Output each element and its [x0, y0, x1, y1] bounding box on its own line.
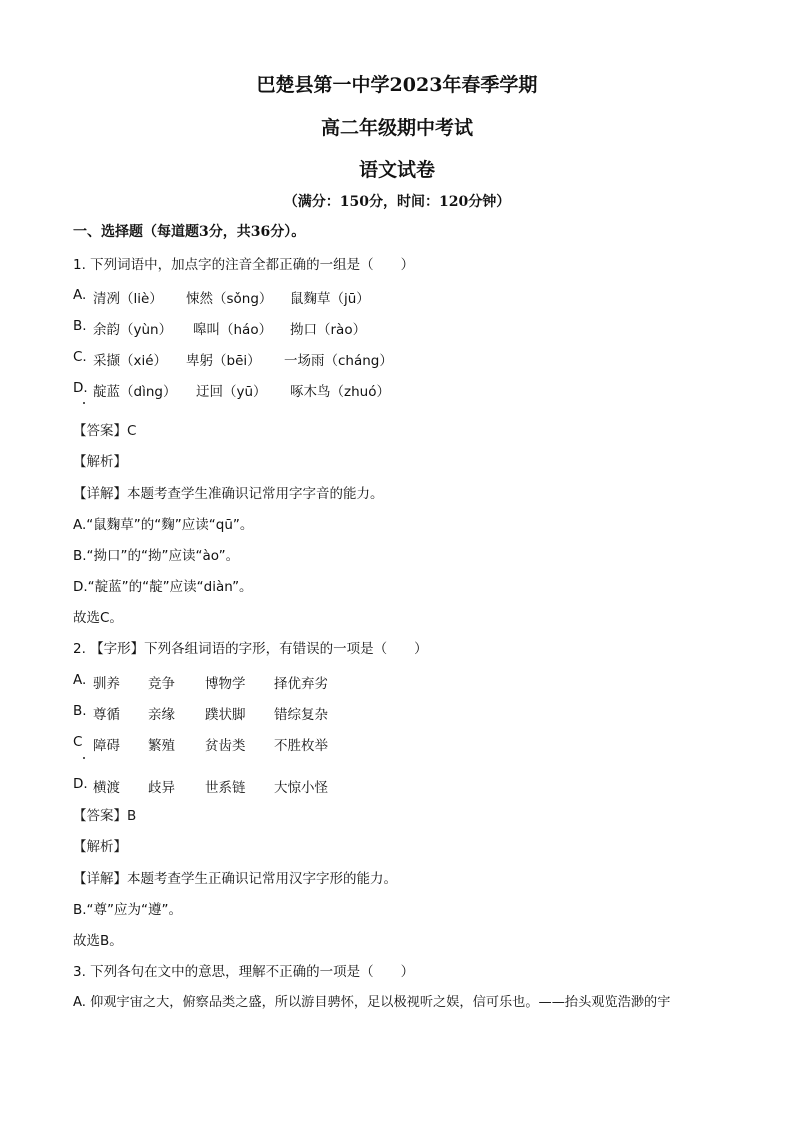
q2-option-b-item-3: 蹼状脚	[205, 707, 246, 723]
emphasis-dot	[83, 402, 85, 404]
q2-option-c-item-3: 贫齿类	[205, 738, 246, 754]
q2-option-d-letter: D.	[73, 776, 88, 792]
q2-option-b-item-4: 错综复杂	[274, 707, 328, 723]
q1-option-b-item-1: 余韵（yùn）	[93, 322, 173, 338]
exam-info: （满分：150分，时间：120分钟）	[283, 194, 511, 210]
q1-option-b-item-2: 嗥叫（háo）	[193, 322, 273, 338]
q1-stem: 1. 下列词语中，加点字的注音全都正确的一组是（ ）	[73, 257, 415, 273]
q2-option-d-item-2: 歧异	[148, 780, 175, 796]
q3-option-a: A. 仰观宇宙之大，俯察品类之盛，所以游目骋怀，足以极视听之娱，信可乐也。——抬头观览浩渺的宇	[73, 995, 671, 1010]
q2-option-d-item-3: 世系链	[205, 780, 246, 796]
q1-option-d-letter: D.	[73, 380, 88, 396]
q3-stem: 3. 下列各句在文中的意思，理解不正确的一项是（ ）	[73, 964, 415, 980]
q2-option-b-letter: B.	[73, 703, 87, 719]
q1-detail: 【详解】本题考查学生准确识记常用字字音的能力。	[73, 486, 384, 502]
q2-conclusion: 故选B。	[73, 933, 123, 949]
section-heading: 一、选择题（每道题3分，共36分）。	[73, 224, 306, 240]
q1-option-d-item-1: 靛蓝（dìng）	[93, 384, 177, 400]
q1-explain-1: A.“鼠麴草”的“麴”应读“qū”。	[73, 517, 254, 533]
q2-answer: 【答案】B	[73, 808, 137, 824]
q2-option-c-letter: C	[73, 734, 83, 750]
q1-conclusion: 故选C。	[73, 610, 123, 626]
q2-option-a-item-1: 驯养	[93, 676, 120, 692]
q2-option-d-item-1: 横渡	[93, 780, 120, 796]
q2-explain-1: B.“尊”应为“遵”。	[73, 902, 183, 918]
q2-option-c-item-2: 繁殖	[148, 738, 175, 754]
q2-analysis: 【解析】	[73, 839, 127, 855]
q1-option-d-item-2: 迂回（yū）	[196, 384, 267, 400]
q1-option-a-item-2: 悚然（sǒng）	[186, 291, 273, 307]
q1-option-a-item-3: 鼠麴草（jū）	[290, 291, 370, 307]
q2-option-a-item-2: 竞争	[148, 676, 175, 692]
q1-option-b-letter: B.	[73, 318, 87, 334]
q1-analysis: 【解析】	[73, 454, 127, 470]
q1-option-c-item-3: 一场雨（cháng）	[284, 353, 393, 369]
emphasis-dot	[83, 757, 85, 759]
q2-detail: 【详解】本题考查学生正确识记常用汉字字形的能力。	[73, 871, 397, 887]
q1-option-d-item-3: 啄木鸟（zhuó）	[290, 384, 390, 400]
q2-option-c-item-1: 障碍	[93, 738, 120, 754]
exam-title: 高二年级期中考试	[320, 117, 473, 139]
q1-option-c-letter: C.	[73, 349, 87, 365]
q1-explain-2: B.“拗口”的“拗”应读“ào”。	[73, 548, 240, 564]
q2-stem: 2. 【字形】下列各组词语的字形，有错误的一项是（ ）	[73, 641, 428, 657]
q1-option-a-letter: A.	[73, 287, 87, 303]
q1-explain-3: D.“靛蓝”的“靛”应读“diàn”。	[73, 579, 253, 595]
q1-option-b-item-3: 拗口（rào）	[290, 322, 367, 338]
subject-title: 语文试卷	[358, 159, 435, 181]
q1-option-c-item-2: 卑躬（bēi）	[186, 353, 261, 369]
q2-option-b-item-1: 尊循	[93, 707, 120, 723]
q2-option-c-item-4: 不胜枚举	[274, 738, 328, 754]
q2-option-d-item-4: 大惊小怪	[274, 780, 328, 796]
q2-option-a-item-4: 择优弃劣	[274, 676, 328, 692]
school-title: 巴楚县第一中学2023年春季学期	[256, 74, 538, 96]
q1-option-a-item-1: 清冽（liè）	[93, 291, 163, 307]
q1-answer: 【答案】C	[73, 423, 137, 439]
q2-option-a-item-3: 博物学	[205, 676, 246, 692]
q2-option-b-item-2: 亲缘	[148, 707, 175, 723]
q2-option-a-letter: A.	[73, 672, 87, 688]
q1-option-c-item-1: 采撷（xié）	[93, 353, 168, 369]
